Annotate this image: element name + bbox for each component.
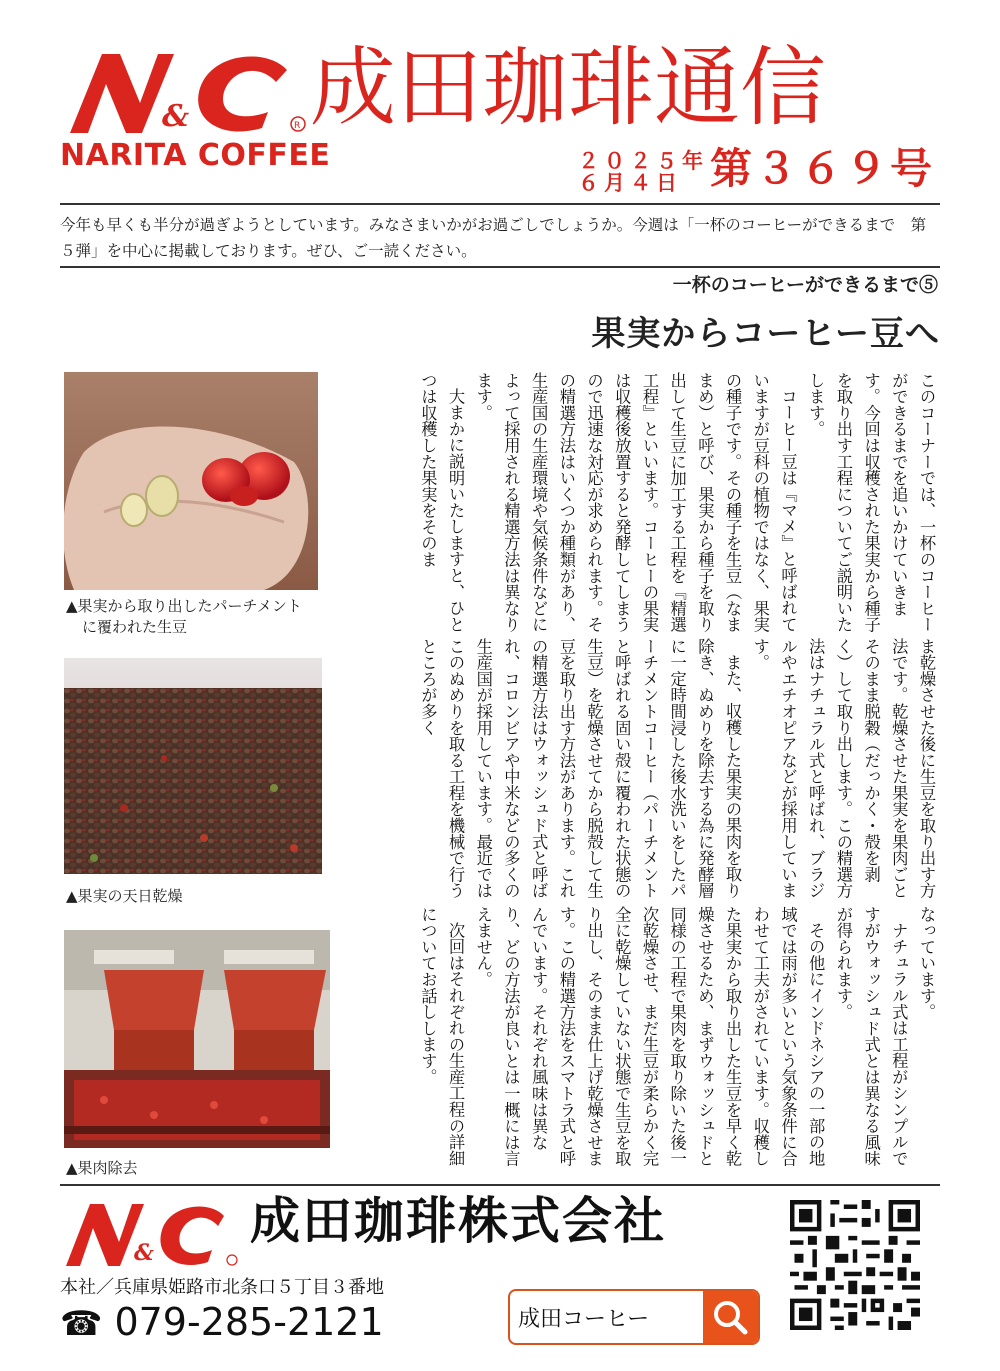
magnifier-icon bbox=[703, 1291, 758, 1343]
article-paragraph: このコーナーでは、一杯のコーヒーができるまでを追いかけていきます。今回は収穫された果実から種子を取り出す工程についてご説明いたします。 bbox=[806, 372, 936, 633]
header-divider bbox=[60, 203, 940, 205]
photo-caption-1-line2: に覆われた生豆 bbox=[82, 618, 188, 636]
photo-sun-drying bbox=[64, 658, 322, 874]
photo-caption-1-line1: ▲果実から取り出したパーチメント bbox=[66, 597, 302, 615]
article-paragraph: 次回はそれぞれの生産工程の詳細についてお話しします。 bbox=[418, 906, 466, 1167]
search-query-text[interactable]: 成田コーヒー bbox=[518, 1307, 650, 1332]
article-column-3 bbox=[360, 906, 940, 1168]
photo-pulping-machine bbox=[64, 930, 330, 1148]
company-phone bbox=[60, 1300, 384, 1344]
issue-date bbox=[578, 150, 708, 194]
newsletter-title: 成田珈琲通信 bbox=[310, 38, 826, 138]
photo-caption-2: ▲果実の天日乾燥 bbox=[66, 887, 183, 905]
article-paragraph: ナチュラル式は工程がシンプルですがウォッシュド式とは異なる風味が得られます。 bbox=[833, 906, 909, 1167]
intro-text: 今年も早くも半分が過ぎようとしています。みなさまいかがお過ごしでしょうか。今週は「一杯のコーヒーができるまで 第５弾」を中心に掲載しております。ぜひ、ご一読ください。 bbox=[60, 216, 927, 260]
company-address: 本社／兵庫県姫路市北条口５丁目３番地 bbox=[60, 1277, 384, 1298]
phone-number: 079-285-2121 bbox=[114, 1300, 384, 1344]
svg-text:R: R bbox=[294, 121, 301, 131]
issue-date-day: ６月４日 bbox=[578, 171, 682, 195]
article-headline: 果実からコーヒー豆へ bbox=[591, 314, 940, 354]
article-paragraph: 大まかに説明いたしますと、ひとつは収穫した果実をそのま bbox=[418, 372, 466, 633]
issue-number: 第３６９号 bbox=[710, 144, 936, 193]
article-paragraph: ま乾燥させた後に生豆を取り出す方法です。乾燥させた果実を果肉ごとそのまま脱穀（だっかく・殻を剥く）して取り出します。この精選方法はナチュラル式と呼ばれ、ブラジルやエチオピアなどが採用しています。 bbox=[750, 638, 936, 899]
footer-nc-logo bbox=[62, 1200, 242, 1270]
article-paragraph: なっています。 bbox=[917, 906, 936, 1021]
phone-icon: ☎ bbox=[60, 1304, 103, 1344]
article-column-2 bbox=[360, 638, 940, 900]
qr-code[interactable] bbox=[790, 1200, 920, 1330]
footer-divider bbox=[60, 1184, 940, 1186]
intro-divider bbox=[60, 266, 940, 268]
svg-text:&: & bbox=[134, 1240, 154, 1266]
brand-english-name: NARITA COFFEE bbox=[60, 138, 331, 173]
company-name: 成田珈琲株式会社 bbox=[250, 1192, 666, 1250]
search-button[interactable] bbox=[703, 1291, 758, 1343]
article-paragraph: コーヒー豆は『マメ』と呼ばれていますが豆科の植物ではなく、果実の種子です。その種子を生豆（なままめ）と呼び、果実から種子を取り出して生豆に加工する工程を『精選工程』といいます。コーヒーの果実は収穫後放置すると発酵してしまうので迅速な対応が求められます。その精選方法はいくつか種類があり、生産国の生産環境や気候条件などによって採用される精選方法は異なります。 bbox=[473, 372, 798, 633]
article-column-1 bbox=[360, 372, 940, 634]
photo-caption-1 bbox=[66, 596, 302, 638]
svg-text:&: & bbox=[162, 99, 190, 134]
photo-caption-3: ▲果肉除去 bbox=[66, 1159, 138, 1177]
series-title: 一杯のコーヒーができるまで⑤ bbox=[672, 274, 938, 296]
article-paragraph: その他にインドネシアの一部の地域では雨が多いという気象条件に合わせて工夫がされています。収穫した果実から取り出した生豆を早く乾燥させるため、まずウォッシュドと同様の工程で果肉を取り除いた後一次乾燥させ、まだ生豆が柔らかく完全に乾燥していない状態で生豆を取り出し、そのまま仕上げ乾燥させます。この精選方法をスマトラ式と呼んでいます。それぞれ風味は異なり、どの方法が良いとは一概には言えません。 bbox=[473, 906, 826, 1167]
issue-date-year: ２０２５年 bbox=[578, 149, 708, 173]
article-paragraph: また、収穫した果実の果肉を取り除き、ぬめりを除去する為に発酵層に一定時間浸した後水洗いをしたパーチメントコーヒー（パーチメントと呼ばれる固い殻に覆われた状態の生豆）を乾燥させてから脱殻して生豆を取り出す方法があります。これの精選方法はウォッシュド式と呼ばれ、コロンビアや中米などの多くの生産国が採用しています。最近ではこのぬめりを取る工程を機械で行うところが多く bbox=[418, 638, 743, 899]
nc-logo bbox=[62, 48, 312, 138]
photo-parchment-beans bbox=[64, 372, 318, 590]
